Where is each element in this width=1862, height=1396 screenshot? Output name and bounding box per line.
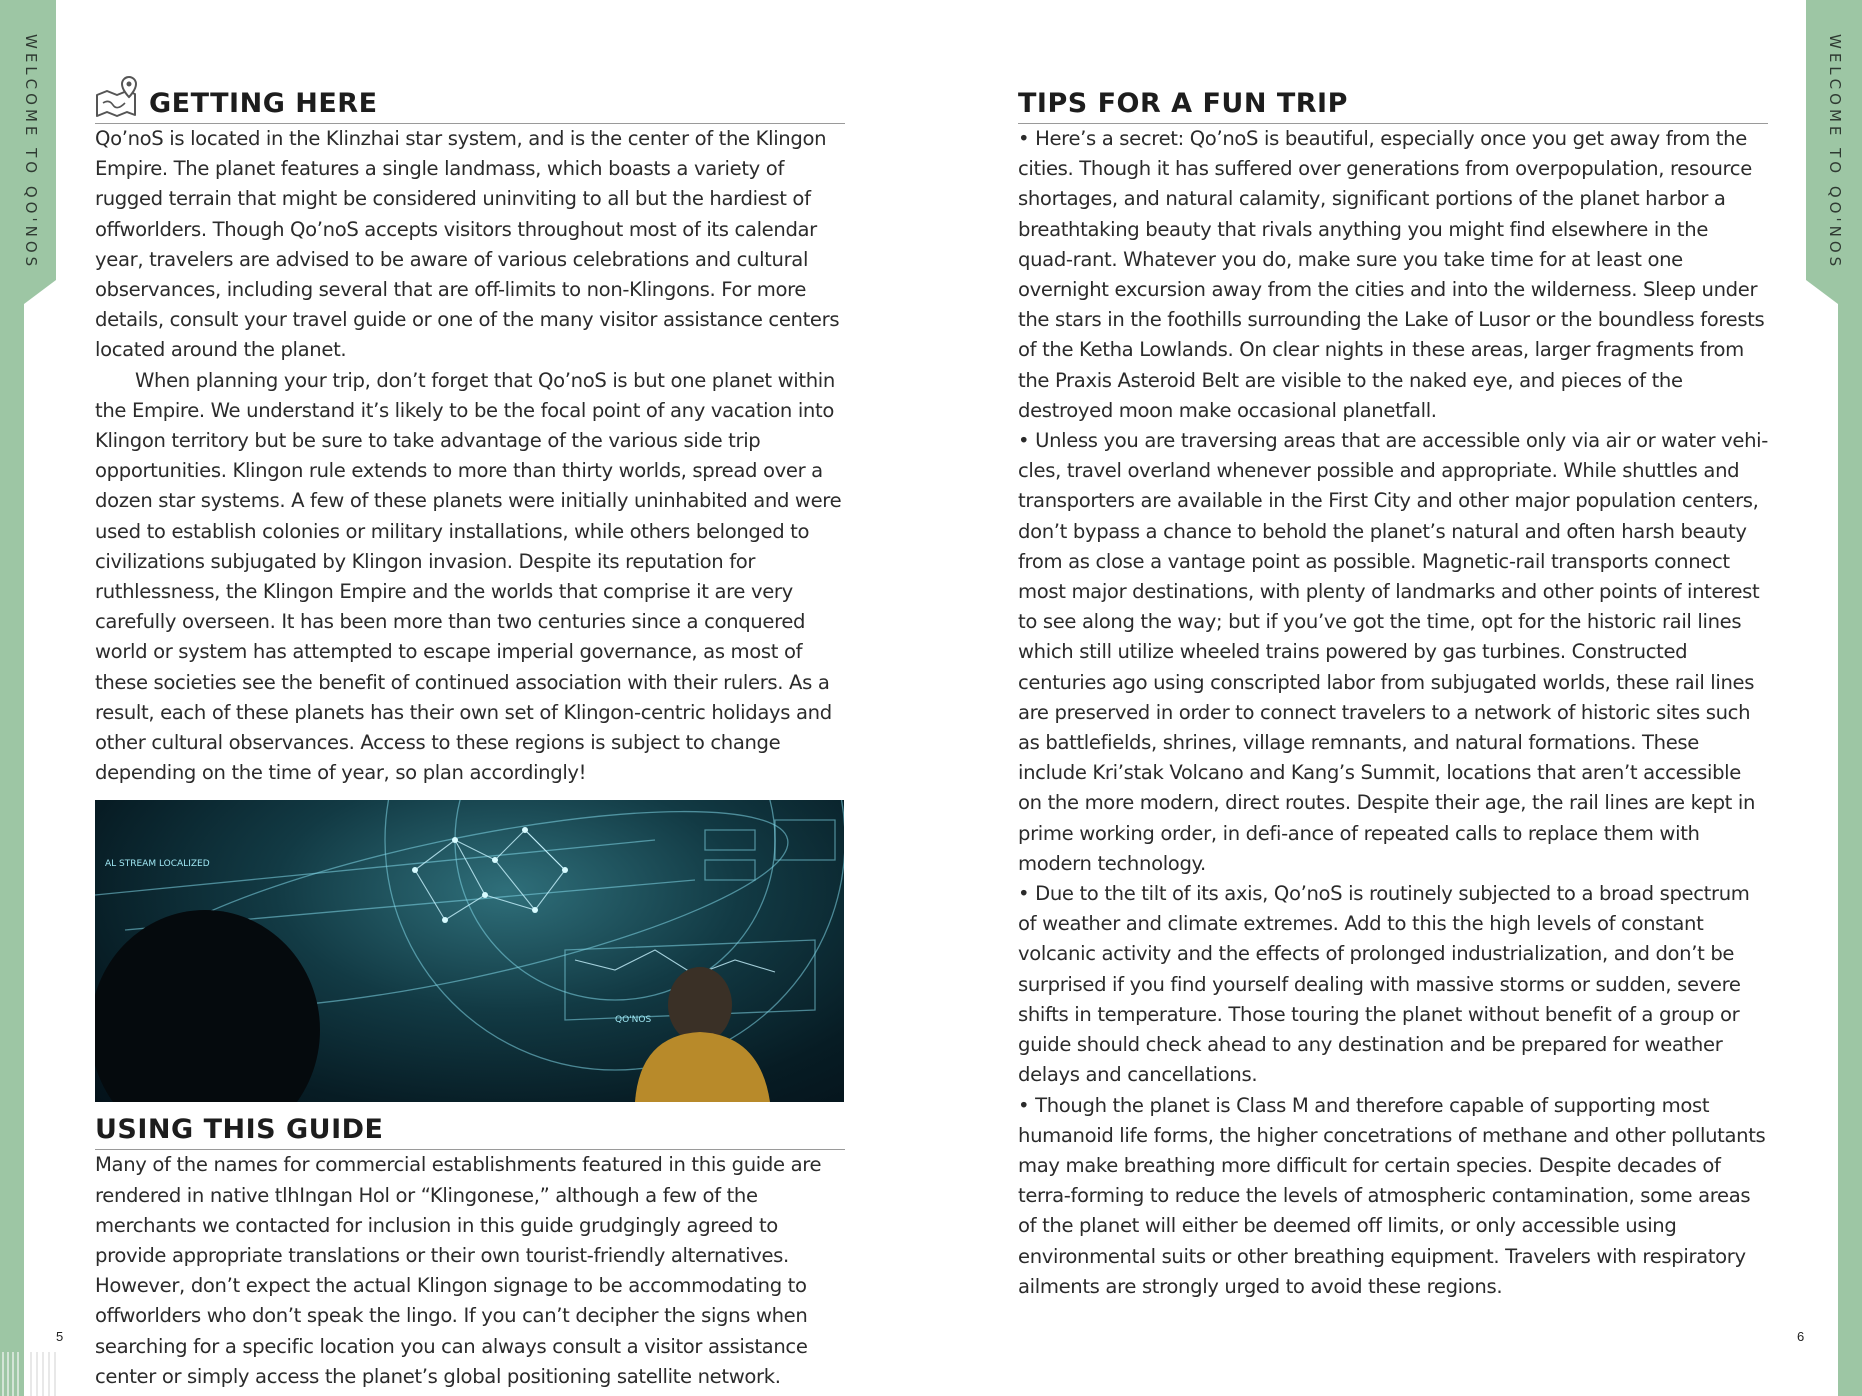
getting-here-paragraph-2: When planning your trip, don’t forget that Qo’noS is but one planet within the Empire. We understand it’s likely to be the focal point of any vacation into Klingon territory but be sure to take advantage of the various side trip opportunities. Klingon rule extends to more than thirty worlds, spread over a dozen star systems. A few of these planets were initially uninhabited and were used to establish colonies or military installations, while others belonged to civilizations subjugated by Klingon invasion. Despite its reputation for ruthlessness, the Klingon Empire and the worlds that comprise it are very carefully overseen. It has been more than two centuries since a conquered world or system has attempted to escape imperial governance, as most of these societies see the benefit of continued association with their rulers. As a result, each of these planets has their own set of Klingon-centric holidays and other cultural observances. Access to these regions is subject to change depending on the time of year, so plan accordingly! — [95, 368, 842, 785]
hologram-illustration — [95, 800, 844, 1102]
screen-label-qonos: QO'NOS — [615, 1015, 652, 1026]
tips-list — [1018, 124, 1768, 1302]
tip-item-4: • Though the planet is Class M and therefore capable of supporting most humanoid life forms, the higher concetrations of methane and other pollutants may make breathing more difficult for certain species. Despite decades of terra-forming to reduce the levels of atmospheric contamination, some areas of the planet will either be deemed off limits, or only accessible using environmental suits or other breathing equipment. Travelers with respiratory ailments are strongly urged to avoid these regions. — [1018, 1093, 1766, 1298]
right-side-band — [1806, 0, 1862, 1396]
tips-heading — [1018, 88, 1768, 124]
left-side-band — [0, 0, 56, 1396]
tip-item-3: • Due to the tilt of its axis, Qo’noS is routinely subjected to a broad spectrum of weather and climate extremes. Add to this the high levels of constant volcanic activity and the effects of prolonged industrialization, and don’t be surprised if you find yourself dealing with massive storms or sudden, severe shifts in temperature. Those touring the planet without benefit of a group or guide should check ahead to any destination and be prepared for weather delays and cancellations. — [1018, 882, 1750, 1087]
using-guide-title: USING THIS GUIDE — [95, 1114, 384, 1146]
left-column — [95, 88, 845, 1392]
bridge-hologram-photo — [95, 800, 844, 1102]
page-number-right: 6 — [1797, 1329, 1805, 1344]
screen-label-stream: AL STREAM LOCALIZED — [105, 859, 210, 870]
getting-here-title: GETTING HERE — [149, 88, 378, 119]
using-guide-body — [95, 1150, 845, 1392]
getting-here-body — [95, 124, 845, 788]
using-guide-paragraph: Many of the names for commercial establishments featured in this guide are rendered in native tlhIngan Hol or “Klingonese,” although a few of the merchants we contacted for inclusion in this guide grudgingly agreed to provide appropriate translations or their own tourist-friendly alternatives. However, don’t expect the actual Klingon signage to be accommodating to offworlders who don’t speak the lingo. If you can’t decipher the signs when searching for a specific location you can always consult a visitor assistance center or simply access the planet’s global positioning satellite network. — [95, 1153, 822, 1388]
tip-item-1: • Here’s a secret: Qo’noS is beautiful, especially once you get away from the cities. Though it has suffered over generations from overpopulation, resource shortages, and natural calamity, significant portions of the planet harbor a breathtaking beauty that rivals anything you might find elsewhere in the quad-rant. Whatever you do, make sure you take time for at least one overnight excursion away from the cities and into the wilderness. Sleep under the stars in the foothills surrounding the Lake of Lusor or the boundless forests of the Ketha Lowlands. On clear nights in these areas, larger fragments from the Praxis Asteroid Belt are visible to the naked eye, and pieces of the destroyed moon make occasional planetfall. — [1018, 127, 1765, 422]
side-tab-label-right: WELCOME TO QO'NOS — [1826, 34, 1844, 271]
page-number-left: 5 — [56, 1329, 64, 1344]
using-guide-section — [95, 1114, 845, 1392]
getting-here-paragraph-1: Qo’noS is located in the Klinzhai star system, and is the center of the Klingon Empire. The planet features a single landmass, which boasts a variety of rugged terrain that might be considered uninviting to all but the hardiest of offworlders. Though Qo’noS accepts visitors throughout most of its calendar year, travelers are advised to be aware of various celebrations and cultural observances, including several that are off-limits to non-Klingons. For more details, consult your travel guide or one of the many visitor assistance centers located around the planet. — [95, 127, 840, 362]
tips-title: TIPS FOR A FUN TRIP — [1018, 88, 1348, 119]
tip-item-2: • Unless you are traversing areas that are accessible only via air or water vehi-cles, travel overland whenever possible and appropriate. While shuttles and transporters are available in the First City and other major population centers, don’t bypass a chance to behold the planet’s natural and often harsh beauty from as close a vantage point as possible. Magnetic-rail transports connect most major destinations, with plenty of landmarks and other points of interest to see along the way; but if you’ve got the time, opt for the historic rail lines which still utilize wheeled trains powered by gas turbines. Constructed centuries ago using conscripted labor from subjugated worlds, these rail lines are preserved in order to connect travelers to a network of historic sites such as battlefields, shrines, village remnants, and natural formations. These include Kri’stak Volcano and Kang’s Summit, locations that aren’t accessible on the more modern, direct routes. Despite their age, the rail lines are kept in prime working order, in defi-ance of repeated calls to replace them with modern technology. — [1018, 429, 1768, 875]
map-pin-icon — [95, 73, 139, 119]
side-tab-label-left: WELCOME TO QO'NOS — [22, 34, 40, 271]
getting-here-heading — [95, 88, 845, 124]
right-column — [1018, 88, 1768, 1302]
using-guide-heading — [95, 1114, 845, 1150]
